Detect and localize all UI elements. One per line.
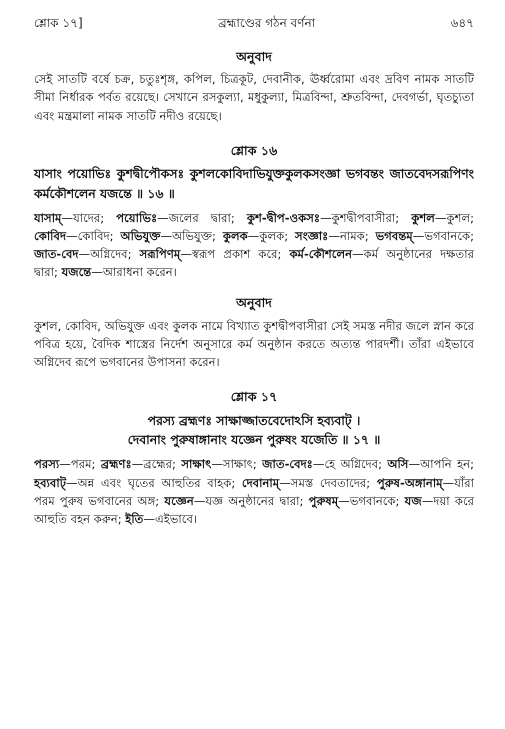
synonym-word: যাসাম্ bbox=[34, 210, 62, 225]
synonym-word: সংজ্ঞাঃ bbox=[295, 229, 329, 243]
synonym-meaning: —ভগবানকে; bbox=[338, 493, 405, 508]
synonym-word: কোবিদ bbox=[34, 229, 67, 243]
header-verse-ref: শ্লোক ১৭] bbox=[34, 16, 83, 30]
synonym-meaning: —অন্ন এবং ঘৃতের আহুতির বাহক; bbox=[66, 475, 242, 490]
synonym-meaning: —হে অগ্নিদেব; bbox=[312, 457, 388, 472]
synonym-meaning: —কোবিদ; bbox=[66, 229, 121, 243]
synonym-meaning: —ব্রহ্মের; bbox=[131, 457, 182, 472]
page bbox=[34, 14, 474, 528]
synonym-meaning: —পরম; bbox=[59, 457, 101, 472]
synonym-word: পয়োভিঃ bbox=[116, 210, 158, 225]
shloka-17-verse-line-2: দেবানাং পুরুষাঙ্গানাং যজ্ঞেন পুরুষং যজেতি ॥ ১৭ ॥ bbox=[127, 432, 381, 448]
synonym-word: পরস্য bbox=[34, 457, 60, 472]
synonym-meaning: —কুশল; bbox=[434, 210, 474, 225]
synonym-meaning: —সমস্ত দেবতাদের; bbox=[279, 475, 377, 490]
synonym-word: দেবানাম্ bbox=[241, 475, 280, 490]
synonym-meaning: —জলের দ্বারা; bbox=[157, 210, 247, 225]
shloka-16-synonyms bbox=[34, 209, 474, 281]
shloka-16-verse: যাসাং পয়োভিঃ কুশদ্বীপৌকসঃ কুশলকোবিদাভিযুক্তকুলকসংজ্ঞা ভগবন্তং জাতবেদসরূপিণং কর্মকৌশলেন যজন্তে ॥ ১৬ ॥ bbox=[34, 166, 474, 201]
shloka-17-heading: শ্লোক ১৭ bbox=[230, 389, 278, 405]
running-header bbox=[34, 14, 474, 33]
synonym-word: ব্রহ্মণঃ bbox=[100, 457, 132, 472]
synonym-word: ভগবন্তম্ bbox=[375, 229, 413, 243]
synonym-word: কুলক bbox=[222, 229, 248, 243]
synonym-word: যজ্ঞেন bbox=[164, 493, 194, 508]
synonym-word: জাত-বেদঃ bbox=[262, 457, 313, 472]
synonym-meaning: —যাঁরা পরম পুরুষ ভগবানের অঙ্গ; bbox=[34, 475, 474, 508]
synonym-word: কর্ম-কৌশলেন bbox=[289, 247, 353, 262]
synonym-meaning: —ভগবানকে; bbox=[412, 229, 474, 243]
synonym-word: পুরুষ-অঙ্গানাম্ bbox=[376, 475, 443, 490]
synonym-word: হব্যবাট্ bbox=[34, 475, 67, 490]
synonym-meaning: —আপনি হন; bbox=[408, 457, 475, 472]
translation-paragraph-2: কুশল, কোবিদ, অভিযুক্ত এবং কুলক নামে বিখ্যাত কুশদ্বীপবাসীরা সেই সমস্ত নদীর জলে স্নান করে পবিত্র হয়ে, বৈদিক শাস্ত্রের নির্দেশ অনুসারে কর্ম অনুষ্ঠান করতে অত্যন্ত পারদর্শী। তাঁরা এইভাবে অগ্নিদেব রূপে ভগবানের উপাসনা করেন। bbox=[34, 318, 474, 370]
synonym-meaning: —নামক; bbox=[328, 229, 376, 243]
translation-heading-2: অনুবাদ bbox=[236, 295, 272, 311]
synonym-meaning: —যাদের; bbox=[61, 210, 117, 225]
synonym-meaning: —কর্ম অনুষ্ঠানের দক্ষতার দ্বারা; bbox=[34, 247, 474, 280]
translation-heading-1: অনুবাদ bbox=[236, 48, 272, 64]
synonym-meaning: —আরাধনা করেন। bbox=[91, 265, 177, 280]
synonym-meaning: —অগ্নিদেব; bbox=[78, 247, 140, 262]
synonym-word: কুশল bbox=[411, 210, 435, 225]
shloka-17-synonyms bbox=[34, 455, 474, 527]
translation-paragraph-1: সেই সাতটি বর্ষে চক্র, চতুঃশৃঙ্গ, কপিল, চিত্রকূট, দেবানীক, ঊর্ধ্বরোমা এবং দ্রবিণ নামক সাতটি সীমা নির্ধারক পর্বত রয়েছে। সেখানে রসকুল্যা, মধুকুল্যা, মিত্রবিন্দা, শ্রুতবিন্দা, দেবগর্ভা, ঘৃতচ্যুতা এবং মন্ত্রমালা নামক সাতটি নদীও রয়েছে। bbox=[34, 72, 474, 123]
synonym-word: সাক্ষাৎ bbox=[181, 457, 212, 472]
synonym-meaning: —এইভাবে। bbox=[143, 511, 198, 526]
shloka-17-verse-line-1: পরস্য ব্রহ্মণঃ সাক্ষাজ্জাতবেদোঽসি হব্যবাট্ । bbox=[147, 412, 361, 428]
synonym-meaning: —কুশদ্বীপবাসীরা; bbox=[320, 210, 412, 225]
shloka-16-heading: শ্লোক ১৬ bbox=[230, 142, 278, 158]
synonym-word: ইতি bbox=[125, 511, 144, 526]
synonym-word: অসি bbox=[387, 457, 409, 472]
synonym-meaning: —সাক্ষাৎ; bbox=[211, 457, 263, 472]
synonym-meaning: —দয়া করে আহুতি বহন করুন; bbox=[34, 493, 474, 526]
synonym-word: সরূপিণম্ bbox=[139, 247, 181, 262]
synonym-meaning: —যজ্ঞ অনুষ্ঠানের দ্বারা; bbox=[193, 493, 309, 508]
synonym-meaning: —অভিযুক্ত; bbox=[160, 229, 223, 243]
synonym-word: পুরুষম্ bbox=[308, 493, 339, 508]
synonym-word: যজ bbox=[404, 493, 422, 508]
synonym-word: অভিযুক্ত bbox=[120, 229, 161, 243]
synonym-word: জাত-বেদ bbox=[34, 247, 79, 262]
synonym-meaning: —কুলক; bbox=[247, 229, 296, 243]
synonym-word: কুশ-দ্বীপ-ওকসঃ bbox=[246, 210, 321, 225]
page-number: ৬৪৭ bbox=[450, 16, 474, 30]
header-chapter-title: ব্রহ্মাণ্ডের গঠন বর্ণনা bbox=[218, 16, 316, 30]
synonym-meaning: —স্বরূপ প্রকাশ করে; bbox=[180, 247, 290, 262]
synonym-word: যজন্তে bbox=[61, 265, 92, 280]
